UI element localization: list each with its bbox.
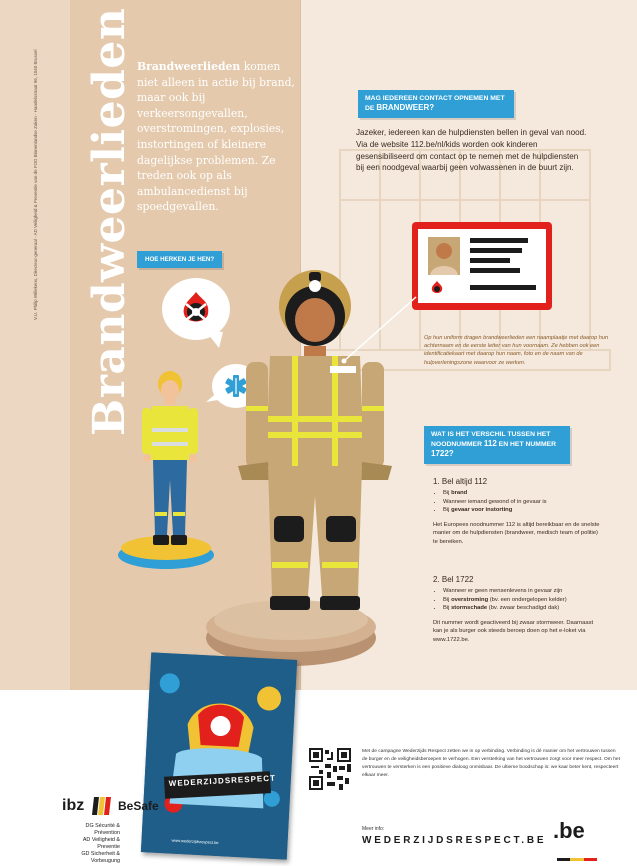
mini-poster-label: WEDERZIJDSRESPECT [168,773,277,789]
bubble-tail-2 [206,390,220,404]
ibz-wordmark: ibz [62,797,85,814]
intro-paragraph [137,59,297,215]
question-contact-line1: MAG IEDEREEN CONTACT OPNEMEN MET DE [365,95,505,113]
tag-recognize: HOE HERKEN JE HEN? [137,251,222,268]
department-nl: AD Veiligheid & Preventie [82,837,120,850]
section-112-paragraph: Het Europees noodnummer 112 is altijd bereikbaar en de snelste manier om de hulpdiensten (brandweer, medisch team of politie) te bereiken. [433,521,600,545]
qr-code-icon [309,748,351,790]
tag-question-numbers [424,426,570,464]
campaign-artwork-icon [141,652,297,859]
legal-credit-text: V.U. Philip Willekens, Directeur-generaal - AD Veiligheid & Preventie van de FOD Binnenlandse Zaken - Handelsstraat 96, 1040 Brussel [33,49,38,320]
fire-brigade-emblem-icon [176,290,216,328]
identification-card [412,222,552,310]
list-item: • Bij gevaar voor instorting [443,506,603,515]
list-item: • Bij overstroming (bv. een ondergelopen kelder) [443,596,603,605]
id-line-5 [470,285,536,290]
bubble-tail-1 [205,330,225,350]
section-1722-list [433,587,603,613]
page-title-text: Brandweerlieden [84,7,135,436]
question-numbers-1722: 1722? [431,449,454,459]
list-item: • Wanneer er geen mensenlevens in gevaar zijn [443,587,603,596]
list-item: • Bij brand [443,489,603,498]
section-call-112 [433,477,603,547]
more-info-label: Meer info: [362,826,385,832]
be-logo [553,818,585,844]
id-line-3 [470,258,510,263]
question-numbers-112: 112 [483,439,497,449]
paramedic-figure [140,370,200,555]
campaign-poster-thumbnail [141,652,297,859]
page-title [78,7,138,440]
section-call-1722 [433,575,603,645]
id-photo-icon [428,237,460,275]
id-line-4 [470,268,520,273]
list-item: • Bij stormschade (bv. zwaar beschadigd dak) [443,604,603,613]
section-112-list [433,489,603,515]
intro-body: komen niet alleen in actie bij brand, maar ook bij verkeersongevallen, overstromingen, explosies, instortingen of kleinere dagelijkse problemen. Ze treden ook op als ambulancedienst bij spoedgevallen. [137,60,295,214]
answer-contact: Jazeker, iedereen kan de hulpdiensten bellen in geval van nood. Via de website 112.be/nl/kids worden ook kinderen gesensibiliseerd om contact op te nemen met de hulpdiensten bij een noodgeval waarbij geen volwassenen in de buurt zijn. [356,128,587,173]
id-card-connector [340,295,420,365]
besafe-wordmark: BeSafe [118,799,159,813]
list-item: • Wanneer iemand gewond of in gevaar is [443,498,603,507]
section-1722-heading: 2. Bel 1722 [433,575,474,584]
ibz-departments [60,823,120,865]
mini-poster-footer: www.wederzijdsrespect.be [171,837,219,846]
intro-lead: Brandweerlieden [137,60,241,73]
id-line-2 [470,248,522,253]
section-1722-paragraph: Dit nummer wordt geactiveerd bij zwaar stormweer. Daarnaast kan je als burger ook steeds beroep doen op het e-loket via www.1722.be. [433,619,594,643]
uniform-note: Op hun uniform dragen brandweerlieden een naamplaatje met daarop hun achternaam en de eerste letter van hun voornaam. Ze hebben ook een identificatiekaart met daarop hun naam, foto en de naam van de hulpverleningszone waarvoor ze werken. [424,335,609,366]
section-112-heading: 1. Bel altijd 112 [433,477,488,486]
id-emblem-icon [430,281,444,295]
website-link[interactable]: WEDERZIJDSRESPECT.BE [362,835,547,846]
question-numbers-line1: WAT IS HET VERSCHIL TUSSEN HET NOODNUMMER [431,431,551,449]
belgian-flag-icon [92,795,112,817]
be-logo-stripe [557,846,597,849]
campaign-description: Met de campagne Wederzijds Respect zetten we in op verbinding. Verbinding is dé manier om het vertrouwen tussen de burger en de veiligheidsberoepen te verhogen. Een versterking van het vertrouwen zorgt voor meer respect. Om het vertrouwen te versterken is een positieve dialoog onmisbaar. De ultieme boodschap is: we kaar beter kent, respecteert elkaar meer. [362,749,620,778]
tag-question-contact [358,90,514,118]
id-line-1 [470,238,528,243]
legal-credit [33,20,43,320]
department-de: GD Sicherheit & Vorbeugung [81,851,120,864]
question-contact-line2: BRANDWEER? [376,103,435,113]
ibz-besafe-logo [50,793,190,821]
be-logo-text: .be [553,818,585,843]
department-fr: DG Sécurité & Prévention [85,823,120,836]
identification-card-face [418,229,546,303]
question-numbers-mid: EN HET NUMMER [498,441,557,449]
